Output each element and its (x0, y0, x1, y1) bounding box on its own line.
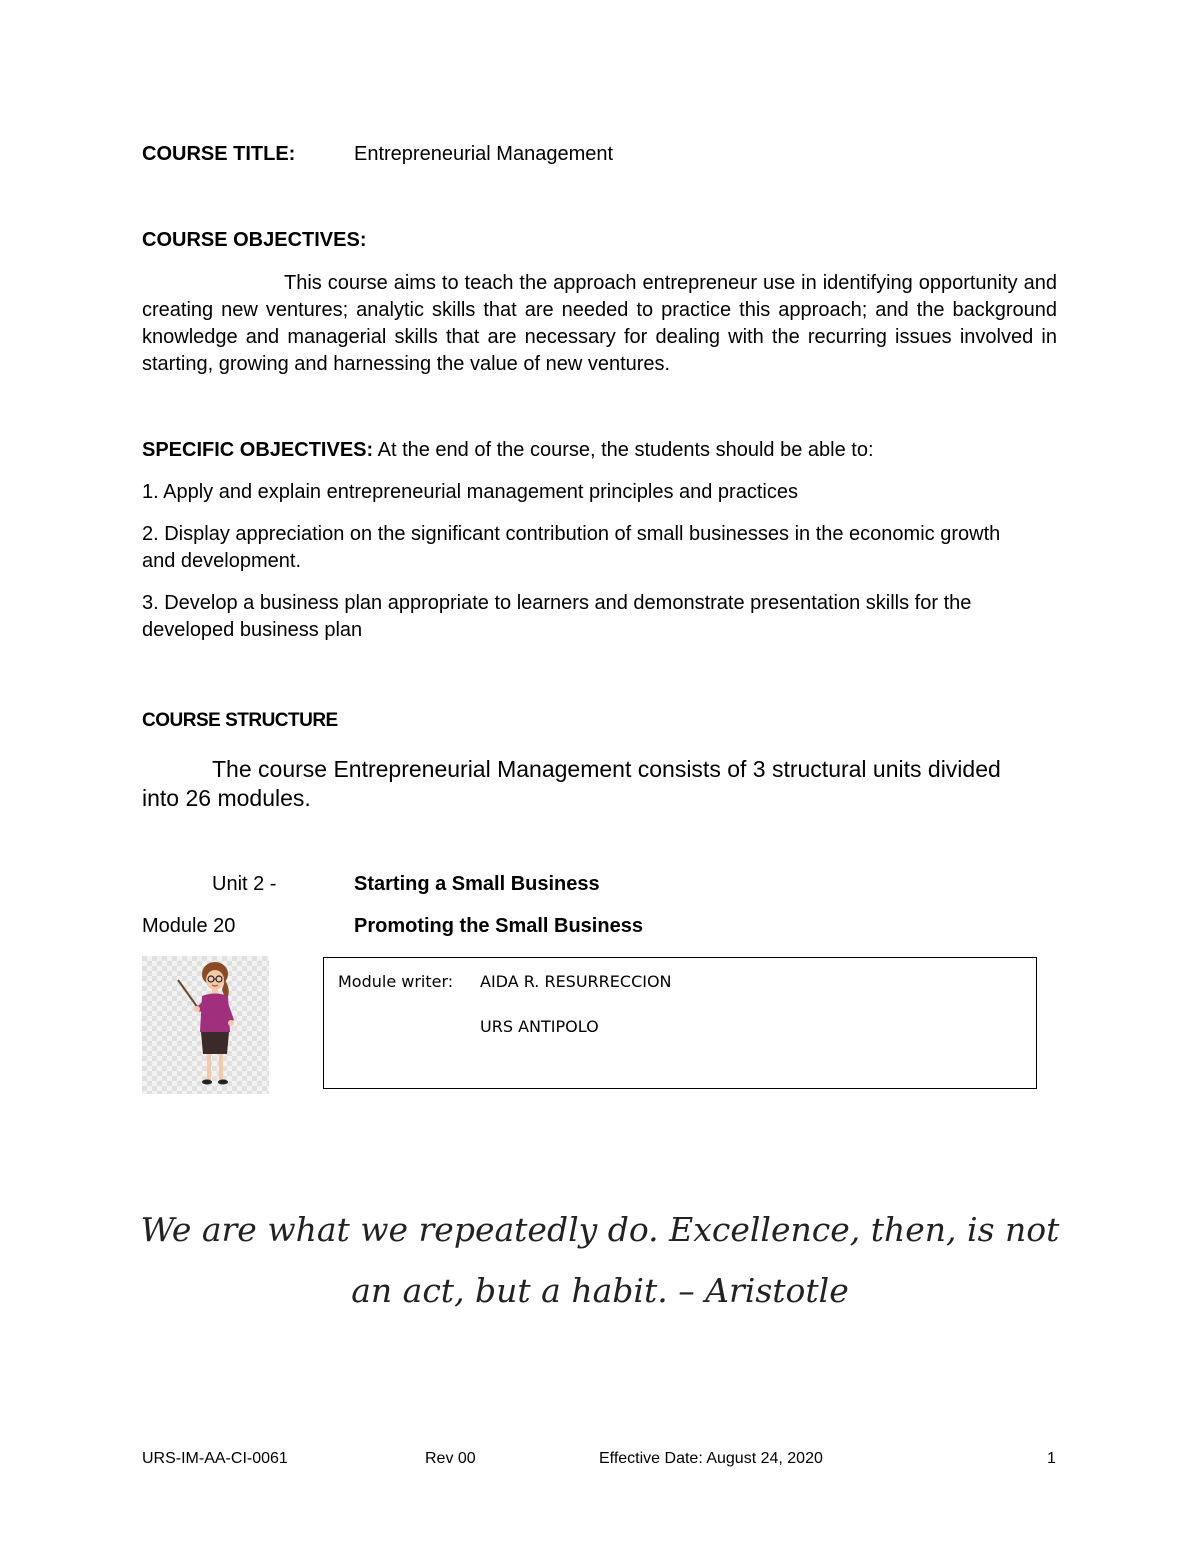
objective-item-1: 1. Apply and explain entrepreneurial management principles and practices (142, 481, 798, 503)
footer-page-number: 1 (1047, 1450, 1056, 1467)
objective-item-3: 3. Develop a business plan appropriate to learners and demonstrate presentation skills for the developed business plan (142, 592, 972, 641)
quote-line-2: an act, but a habit. – Aristotle (351, 1271, 849, 1310)
footer-effective-date: Effective Date: August 24, 2020 (599, 1450, 823, 1467)
course-objectives-paragraph: This course aims to teach the approach entrepreneur use in identifying opportunity and creating new ventures; analytic skills that are needed to practice this approach; and the background knowledge and managerial skills that are necessary for dealing with the recurring issues involved in starting, growing and harnessing the value of new ventures. (142, 272, 1057, 375)
course-title-label: COURSE TITLE: (142, 143, 296, 165)
module-title: Promoting the Small Business (354, 915, 643, 937)
unit-label: Unit 2 - (212, 873, 277, 895)
objective-item-2: 2. Display appreciation on the significant contribution of small businesses in the economic growth and development. (142, 523, 1001, 572)
teacher-icon (142, 956, 269, 1094)
module-writer-school: URS ANTIPOLO (480, 1017, 599, 1036)
footer-revision: Rev 00 (425, 1450, 476, 1467)
module-writer-name: AIDA R. RESURRECCION (480, 972, 672, 991)
course-title-value: Entrepreneurial Management (354, 143, 614, 165)
course-structure-label: COURSE STRUCTURE (142, 710, 338, 731)
specific-objectives-heading (142, 437, 1057, 464)
teacher-illustration (142, 956, 269, 1094)
quote-line-1: We are what we repeatedly do. Excellence, then, is not (140, 1210, 1060, 1249)
footer-doc-code: URS-IM-AA-CI-0061 (142, 1450, 288, 1467)
course-structure-paragraph: The course Entrepreneurial Management consists of 3 structural units divided into 26 modules. (142, 756, 1001, 811)
course-objectives-label: COURSE OBJECTIVES: (142, 229, 367, 251)
module-label: Module 20 (142, 915, 236, 937)
module-writer-label: Module writer: (338, 972, 454, 991)
unit-title: Starting a Small Business (354, 873, 600, 895)
specific-objectives-intro: At the end of the course, the students should be able to: (377, 439, 874, 461)
module-writer-box (323, 957, 1037, 1089)
specific-objectives-label: SPECIFIC OBJECTIVES: (142, 439, 374, 461)
